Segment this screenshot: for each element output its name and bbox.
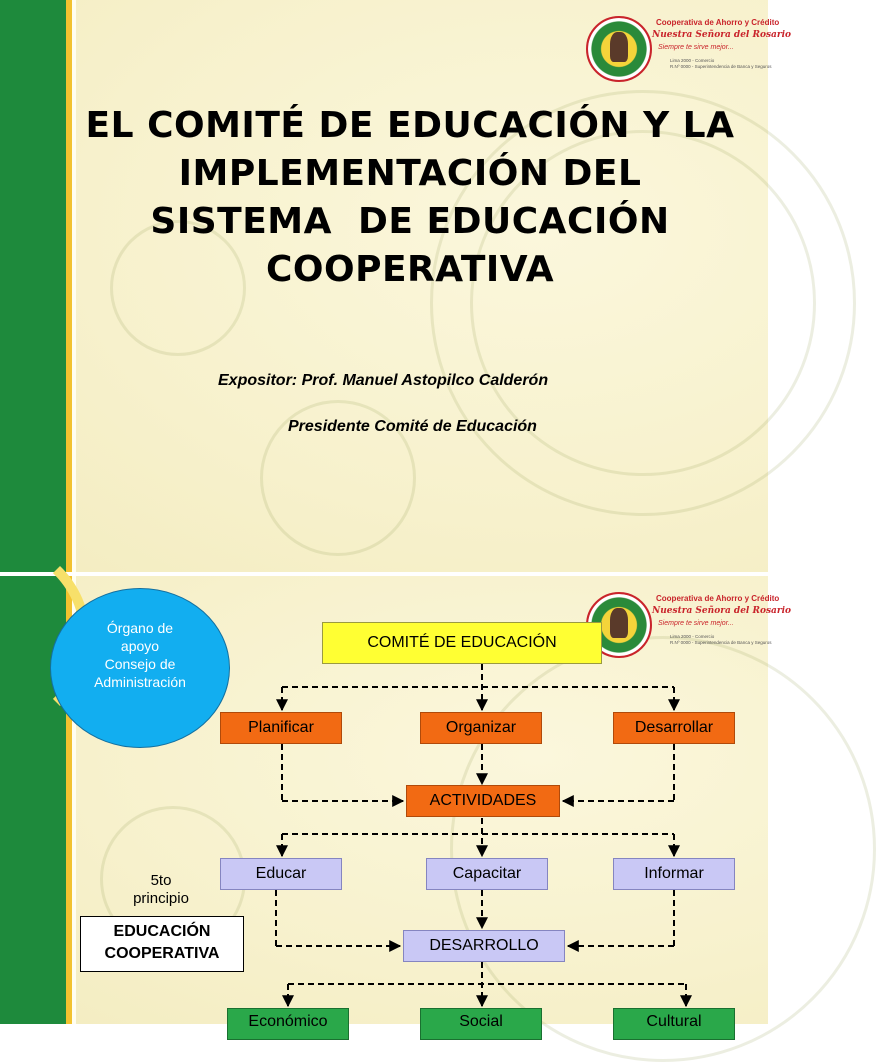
- support-organ-line-4: Administración: [94, 674, 186, 690]
- title-line-2: IMPLEMENTACIÓN DEL: [178, 153, 642, 194]
- logo-fineprint-1: Lima 2000 - Comercio: [670, 58, 715, 63]
- logo-fineprint: [670, 58, 771, 70]
- logo-line-2: Nuestra Señora del Rosario: [652, 606, 792, 616]
- box-planificar: Planificar: [220, 712, 342, 744]
- logo-slogan: Siempre te sirve mejor...: [658, 44, 734, 51]
- slide-org-chart: [0, 576, 792, 1030]
- logo-line-1: Cooperativa de Ahorro y Crédito: [656, 594, 780, 603]
- slide-title: [0, 0, 792, 572]
- support-organ-line-3: Consejo de: [104, 656, 176, 672]
- box-comite: COMITÉ DE EDUCACIÓN: [322, 622, 602, 664]
- logo-slogan: Siempre te sirve mejor...: [658, 620, 734, 627]
- left-white-band: [72, 0, 76, 572]
- support-organ-line-2: apoyo: [120, 638, 160, 654]
- cooperative-education-line-2: COOPERATIVA: [104, 945, 220, 962]
- principle-line-1: 5to: [150, 872, 172, 889]
- box-desarrollar: Desarrollar: [613, 712, 735, 744]
- box-organizar: Organizar: [420, 712, 542, 744]
- slide-title-heading: [80, 102, 740, 294]
- cooperative-logo: [586, 12, 792, 82]
- logo-fineprint-2: R.Nº 0000 - Superintendencia de Banca y Seguros: [670, 640, 772, 645]
- box-desarrollo: DESARROLLO: [403, 930, 565, 962]
- speaker-line: Expositor: Prof. Manuel Astopilco Calderón: [218, 372, 549, 389]
- box-cultural: Cultural: [613, 1008, 735, 1040]
- logo-line-2: Nuestra Señora del Rosario: [652, 30, 792, 40]
- cooperative-education-line-1: EDUCACIÓN: [113, 923, 211, 940]
- box-social: Social: [420, 1008, 542, 1040]
- box-capacitar: Capacitar: [426, 858, 548, 890]
- speaker-role: Presidente Comité de Educación: [288, 418, 537, 435]
- box-informar: Informar: [613, 858, 735, 890]
- support-organ-circle: [50, 588, 230, 748]
- left-green-band: [0, 0, 66, 572]
- box-actividades: ACTIVIDADES: [406, 785, 560, 817]
- title-line-4: COOPERATIVA: [265, 249, 555, 290]
- principle-line-2: principio: [133, 890, 189, 907]
- logo-fineprint-2: R.Nº 0000 - Superintendencia de Banca y Seguros: [670, 64, 772, 69]
- support-organ-text: [70, 619, 210, 691]
- logo-fineprint-1: Lima 2000 - Comercio: [670, 634, 715, 639]
- support-organ-line-1: Órgano de: [106, 620, 174, 636]
- title-line-3: SISTEMA DE EDUCACIÓN: [150, 201, 670, 242]
- cooperative-seal-icon: [586, 16, 652, 82]
- principle-label: [106, 872, 216, 908]
- box-economico: Económico: [227, 1008, 349, 1040]
- title-line-1: EL COMITÉ DE EDUCACIÓN Y LA: [85, 105, 735, 146]
- box-educar: Educar: [220, 858, 342, 890]
- cooperative-education-box: [80, 916, 244, 972]
- logo-line-1: Cooperativa de Ahorro y Crédito: [656, 18, 780, 27]
